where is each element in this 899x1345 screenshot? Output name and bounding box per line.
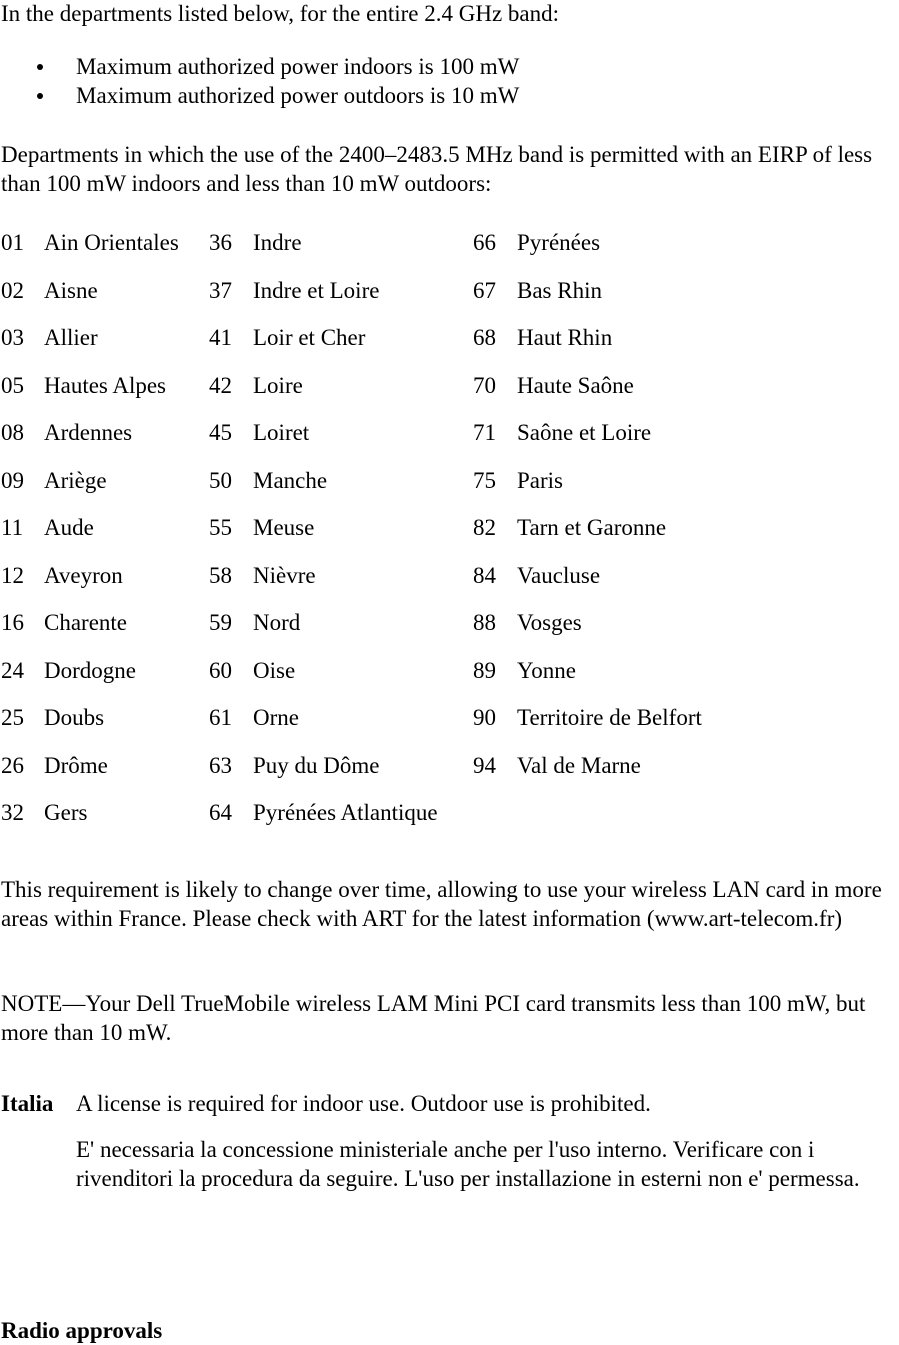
dept-name: Gers xyxy=(44,800,88,825)
dept-number: 42 xyxy=(209,372,232,398)
dept-number: 64 xyxy=(209,800,232,825)
italia-label: Italia xyxy=(1,1091,54,1116)
dept-name: Doubs xyxy=(44,705,105,730)
dept-name: Puy du Dôme xyxy=(253,752,380,778)
dept-number: 59 xyxy=(209,610,232,635)
dept-number xyxy=(473,798,517,846)
dept-number: 55 xyxy=(209,515,232,540)
table-row xyxy=(0,513,777,561)
dept-name: Indre et Loire xyxy=(253,277,380,303)
dept-name: Hautes Alpes xyxy=(44,372,167,398)
dept-name: Loiret xyxy=(253,420,310,445)
departments-table xyxy=(0,228,777,846)
dept-name: Loire xyxy=(253,372,303,398)
dept-name: Ain Orientales xyxy=(44,230,179,255)
dept-number: 71 xyxy=(473,420,496,445)
list-item-text: Maximum authorized power indoors is 100 mW xyxy=(76,54,520,79)
dept-name: Indre xyxy=(253,230,302,255)
dept-number: 50 xyxy=(209,467,232,493)
dept-name: Vosges xyxy=(517,610,582,635)
departments-intro: Departments in which the use of the 2400–2483.5 MHz band is permitted with an EIRP of less than 100 mW indoors and less than 10 mW outdoors: xyxy=(1,142,873,196)
requirement-note: This requirement is likely to change over time, allowing to use your wireless LAN card in more areas within France. Please check with ART for the latest information (www.art-telecom.fr) xyxy=(1,877,882,931)
dept-name: Manche xyxy=(253,467,328,493)
table-row xyxy=(0,656,777,704)
dept-name: Nièvre xyxy=(253,562,316,588)
note-text: NOTE—Your Dell TrueMobile wireless LAM Mini PCI card transmits less than 100 mW, but more than 10 mW. xyxy=(1,991,866,1045)
dept-number: 03 xyxy=(1,325,24,350)
dept-name: Oise xyxy=(253,657,296,683)
dept-name: Ardennes xyxy=(44,420,133,445)
dept-number: 75 xyxy=(473,467,496,493)
dept-number: 11 xyxy=(1,515,24,540)
dept-number: 36 xyxy=(209,230,232,255)
dept-name: Bas Rhin xyxy=(517,277,602,303)
bullet-icon xyxy=(37,93,43,99)
dept-number: 25 xyxy=(1,705,24,730)
table-row xyxy=(0,276,777,324)
list-item-text: Maximum authorized power outdoors is 10 mW xyxy=(76,83,520,108)
dept-name: Paris xyxy=(517,467,563,493)
table-row xyxy=(0,608,777,656)
dept-name: Territoire de Belfort xyxy=(517,705,702,730)
dept-name: Allier xyxy=(44,325,98,350)
dept-number: 84 xyxy=(473,562,496,588)
list-item xyxy=(0,81,519,110)
dept-name: Pyrénées xyxy=(517,230,601,255)
dept-number: 12 xyxy=(1,562,24,588)
dept-name: Ariège xyxy=(44,467,107,493)
dept-number: 58 xyxy=(209,562,232,588)
dept-name: Aveyron xyxy=(44,562,123,588)
intro-text: In the departments listed below, for the entire 2.4 GHz band: xyxy=(1,1,560,26)
dept-number: 89 xyxy=(473,657,496,683)
dept-number: 68 xyxy=(473,325,496,350)
italia-text-en: A license is required for indoor use. Outdoor use is prohibited. xyxy=(76,1091,651,1116)
dept-name: Pyrénées Atlantique xyxy=(253,800,438,825)
dept-number: 63 xyxy=(209,752,232,778)
table-row xyxy=(0,228,777,276)
dept-number: 90 xyxy=(473,705,496,730)
dept-number: 02 xyxy=(1,277,24,303)
dept-name: Yonne xyxy=(517,657,577,683)
dept-number: 09 xyxy=(1,467,24,493)
dept-number: 24 xyxy=(1,657,24,683)
dept-number: 16 xyxy=(1,610,24,635)
dept-name: Tarn et Garonne xyxy=(517,515,667,540)
dept-number: 70 xyxy=(473,372,496,398)
table-row xyxy=(0,798,777,846)
table-row xyxy=(0,561,777,609)
dept-number: 05 xyxy=(1,372,24,398)
dept-number: 66 xyxy=(473,230,496,255)
table-row xyxy=(0,751,777,799)
dept-name: Haute Saône xyxy=(517,372,634,398)
list-item xyxy=(0,52,519,81)
dept-name: Haut Rhin xyxy=(517,325,613,350)
italia-text-it: E' necessaria la concessione ministeriale anche per l'uso interno. Verificare con i rivenditori la procedura da seguire. L'uso per installazione in esterni non e' permessa. xyxy=(76,1137,860,1191)
dept-number: 82 xyxy=(473,515,496,540)
dept-name: Nord xyxy=(253,610,301,635)
dept-name: Drôme xyxy=(44,752,108,778)
dept-name: Vaucluse xyxy=(517,562,601,588)
dept-number: 88 xyxy=(473,610,496,635)
table-row xyxy=(0,466,777,514)
dept-name: Aude xyxy=(44,515,94,540)
dept-name: Loir et Cher xyxy=(253,325,366,350)
power-limits-list xyxy=(0,52,519,110)
dept-name: Dordogne xyxy=(44,657,136,683)
table-row xyxy=(0,418,777,466)
dept-name: Meuse xyxy=(253,515,315,540)
bullet-icon xyxy=(37,64,43,70)
dept-number: 26 xyxy=(1,752,24,778)
dept-number: 01 xyxy=(1,230,24,255)
dept-number: 67 xyxy=(473,277,496,303)
dept-number: 37 xyxy=(209,277,232,303)
table-row xyxy=(0,323,777,371)
dept-number: 41 xyxy=(209,325,232,350)
dept-number: 45 xyxy=(209,420,232,445)
dept-number: 60 xyxy=(209,657,232,683)
dept-number: 61 xyxy=(209,705,232,730)
dept-number: 32 xyxy=(1,800,24,825)
dept-name xyxy=(517,798,777,846)
dept-number: 08 xyxy=(1,420,24,445)
dept-name: Orne xyxy=(253,705,299,730)
table-row xyxy=(0,371,777,419)
dept-name: Charente xyxy=(44,610,128,635)
dept-name: Saône et Loire xyxy=(517,420,652,445)
dept-number: 94 xyxy=(473,752,496,778)
dept-name: Aisne xyxy=(44,277,98,303)
radio-approvals-heading: Radio approvals xyxy=(1,1318,163,1343)
table-row xyxy=(0,703,777,751)
dept-name: Val de Marne xyxy=(517,752,641,778)
